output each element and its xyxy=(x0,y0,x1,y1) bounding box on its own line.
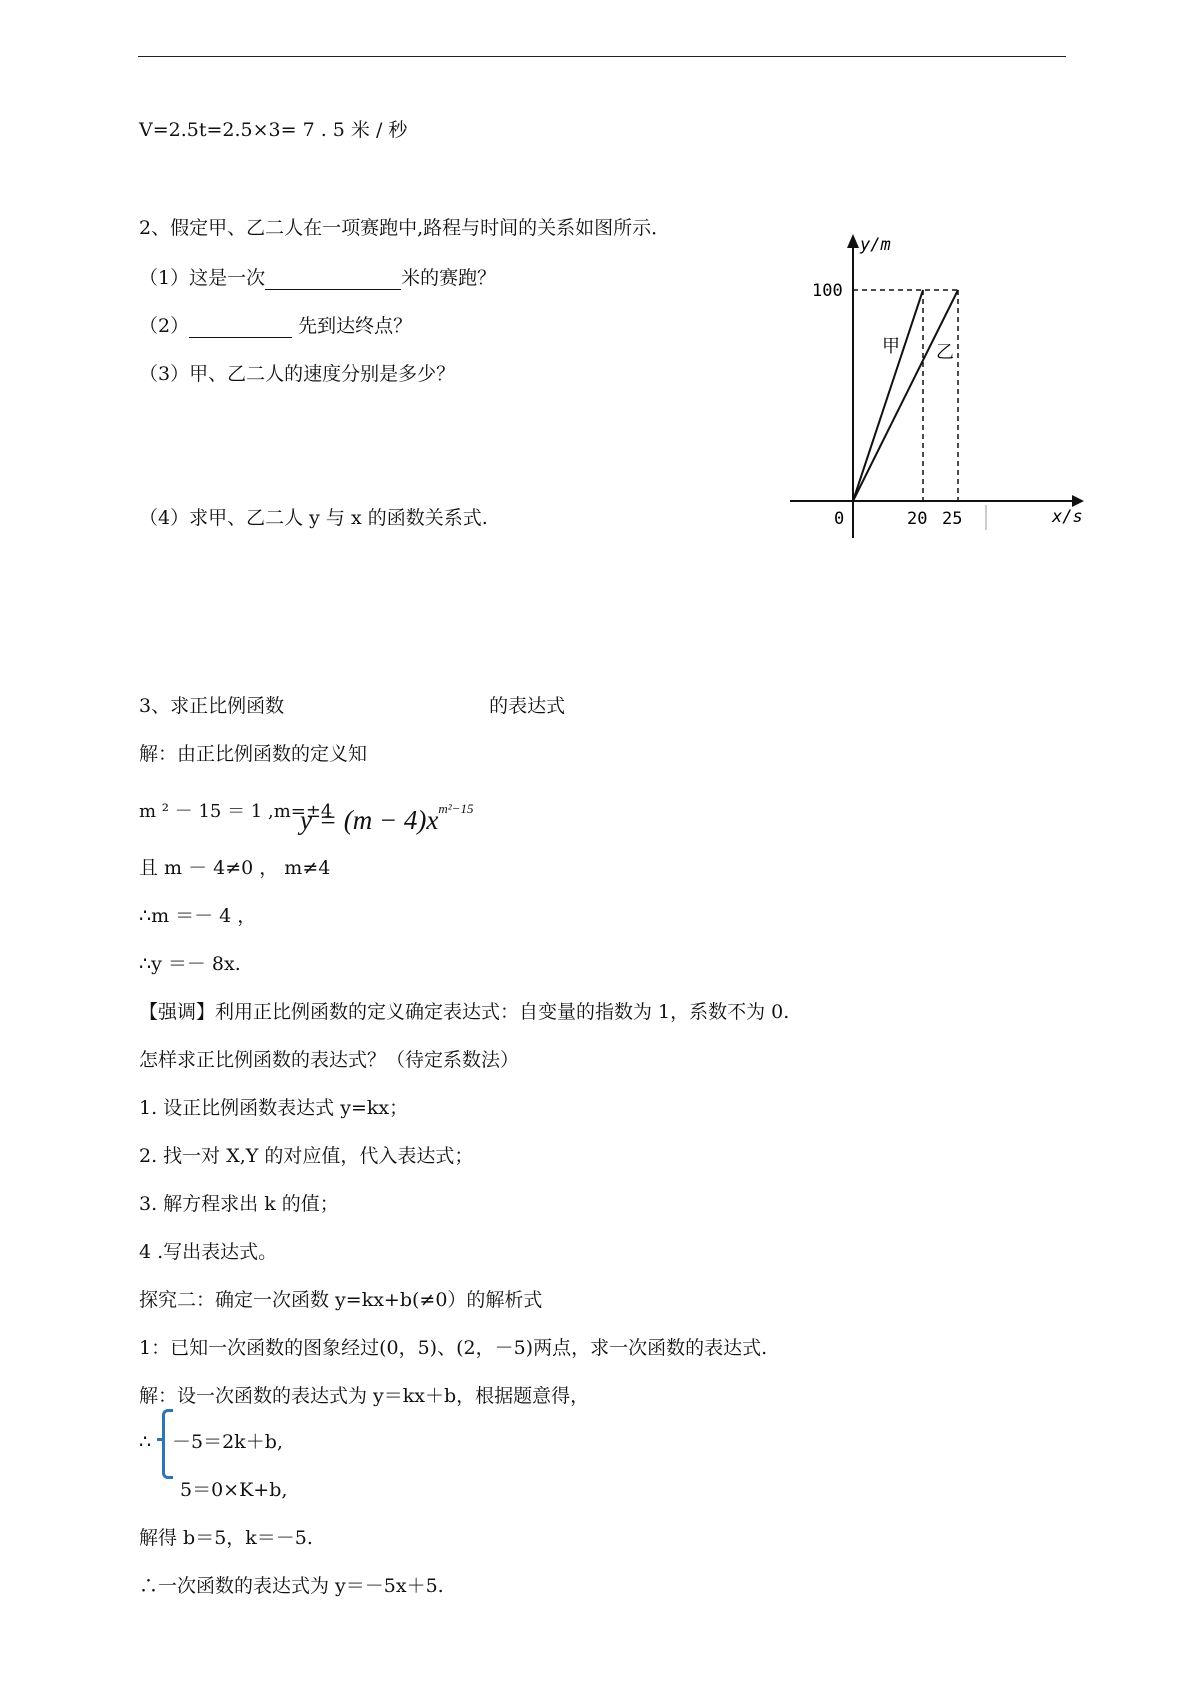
x-axis-arrow xyxy=(1072,495,1084,507)
distance-time-graph xyxy=(790,228,1090,548)
q2-1-prefix: （1）这是一次 xyxy=(139,267,266,289)
step-2: 2. 找一对 X,Y 的对应值，代入表达式； xyxy=(139,1145,474,1167)
series-label-yi: 乙 xyxy=(936,342,954,363)
velocity-line: V=2.5t=2.5×3= 7 . 5 米 / 秒 xyxy=(139,119,408,141)
m-value-line: ∴m ＝－ 4 ， xyxy=(139,905,257,927)
series-line-jia xyxy=(853,290,923,501)
explore-two-heading: 探究二：确定一次函数 y=kx+b(≠0）的解析式 xyxy=(139,1289,543,1311)
question-3 xyxy=(139,694,565,718)
step-4: 4 .写出表达式。 xyxy=(139,1241,278,1263)
formula-main: y = (m − 4)x xyxy=(300,805,439,835)
q2-1-suffix: 米的赛跑？ xyxy=(401,267,497,289)
q3-suffix: 的表达式 xyxy=(489,695,566,717)
answer-blank-winner xyxy=(189,317,292,338)
x-tick-25: 25 xyxy=(942,509,963,529)
question-2-part-1 xyxy=(139,266,496,290)
equation-system-brace-tip xyxy=(157,1438,163,1441)
method-heading: 怎样求正比例函数的表达式？（待定系数法） xyxy=(139,1049,520,1071)
y-axis-label: y/m xyxy=(860,235,891,255)
example-1-setup: 解：设一次函数的表达式为 y＝kx＋b，根据题意得， xyxy=(139,1385,590,1407)
series-line-yi xyxy=(853,290,958,501)
y-value-line: ∴y ＝－ 8x. xyxy=(139,953,241,975)
x-axis-label: x/s xyxy=(1052,507,1083,527)
header-rule xyxy=(138,56,1066,57)
system-equation-1: －5＝2k＋b, xyxy=(172,1431,283,1453)
emphasis-note: 【强调】利用正比例函数的定义确定表达式：自变量的指数为 1，系数不为 0. xyxy=(139,1001,790,1023)
m-squared-equation: m ² － 15 ＝ 1 ,m=±4 xyxy=(139,801,333,822)
m-not-equal-line: 且 m － 4≠0 ， m≠4 xyxy=(139,857,331,879)
therefore-symbol: ∴ xyxy=(139,1431,152,1453)
solution-intro: 解：由正比例函数的定义知 xyxy=(139,743,368,765)
solved-values: 解得 b＝5，k＝－5. xyxy=(139,1527,313,1549)
q2-2-prefix: （2） xyxy=(139,315,190,337)
question-2-part-3: （3）甲、乙二人的速度分别是多少？ xyxy=(139,363,456,385)
x-tick-0: 0 xyxy=(834,509,845,529)
step-1: 1. 设正比例函数表达式 y=kx； xyxy=(139,1097,409,1119)
step-3: 3. 解方程求出 k 的值； xyxy=(139,1193,339,1215)
formula-exponent: m²−15 xyxy=(438,801,474,816)
proportional-function-formula xyxy=(300,800,473,835)
example-1: 1：已知一次函数的图象经过(0，5)、(2，－5)两点，求一次函数的表达式. xyxy=(139,1337,768,1359)
answer-blank-distance xyxy=(265,269,401,290)
question-2-part-4: （4）求甲、乙二人 y 与 x 的函数关系式. xyxy=(139,507,488,529)
series-label-jia: 甲 xyxy=(882,336,900,357)
y-tick-100: 100 xyxy=(812,281,843,301)
question-2: 2、假定甲、乙二人在一项赛跑中,路程与时间的关系如图所示． xyxy=(139,217,671,239)
x-tick-20: 20 xyxy=(907,509,928,529)
q2-2-suffix: 先到达终点？ xyxy=(292,315,413,337)
question-2-part-2 xyxy=(139,314,412,338)
y-axis-arrow xyxy=(847,234,859,248)
q3-prefix: 3、求正比例函数 xyxy=(139,695,285,717)
final-expression: ∴一次函数的表达式为 y＝－5x＋5. xyxy=(139,1575,444,1597)
system-equation-2: 5＝0×K+b, xyxy=(180,1479,288,1501)
